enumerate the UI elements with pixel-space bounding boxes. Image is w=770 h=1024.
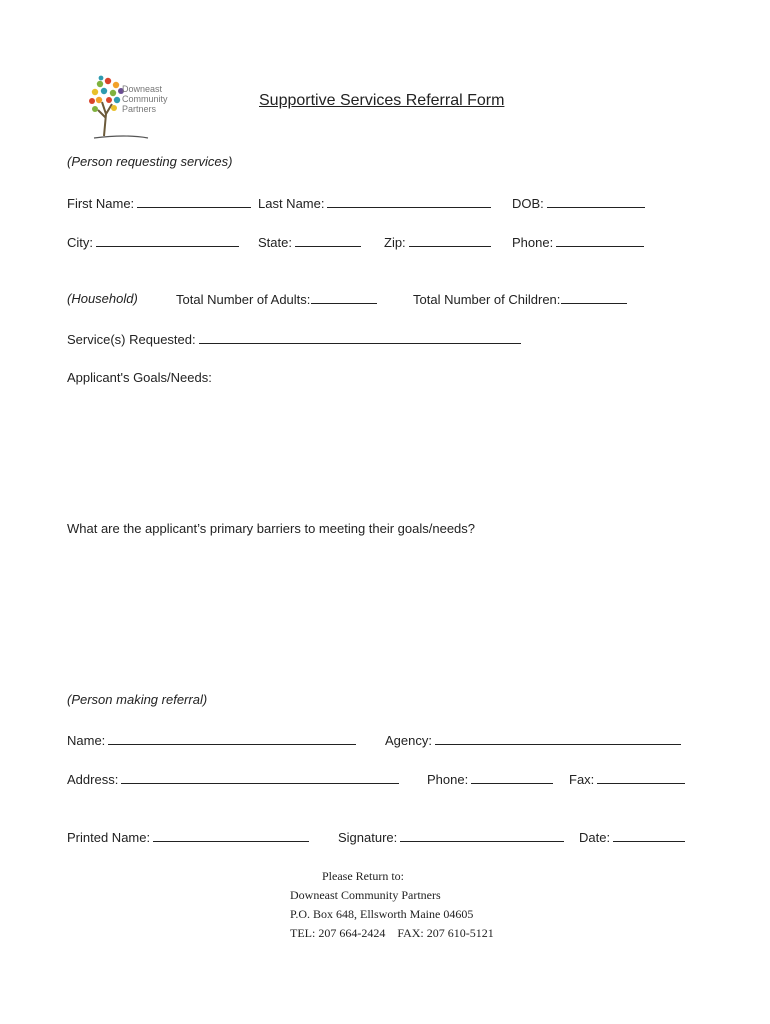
fax-field[interactable] <box>569 771 685 788</box>
barriers-answer-area[interactable] <box>67 544 687 679</box>
zip-label: Zip: <box>384 235 406 250</box>
fax-label: Fax: <box>569 772 595 787</box>
form-title: Supportive Services Referral Form <box>259 92 505 109</box>
first-name-field[interactable] <box>67 195 251 212</box>
phone-field[interactable] <box>512 234 644 251</box>
agency-label: Agency: <box>385 733 432 748</box>
date-field[interactable] <box>579 829 685 846</box>
return-address: P.O. Box 648, Ellsworth Maine 04605 <box>290 907 474 921</box>
logo-line-2: Community <box>122 94 168 104</box>
date-label: Date: <box>579 830 611 845</box>
services-requested-label: Service(s) Requested: <box>67 332 196 347</box>
referrer-name-label: Name: <box>67 733 106 748</box>
logo <box>86 74 186 144</box>
adults-field[interactable] <box>176 291 377 308</box>
return-contact: TEL: 207 664-2424 FAX: 207 610-5121 <box>290 926 494 940</box>
last-name-label: Last Name: <box>258 196 325 211</box>
children-label: Total Number of Children: <box>413 292 561 307</box>
goals-label: Applicant's Goals/Needs: <box>67 370 212 385</box>
agency-field[interactable] <box>385 732 681 749</box>
first-name-label: First Name: <box>67 196 135 211</box>
phone-label: Phone: <box>512 235 554 250</box>
state-field[interactable] <box>258 234 361 251</box>
city-label: City: <box>67 235 93 250</box>
referrer-phone-field[interactable] <box>427 771 553 788</box>
signature-label: Signature: <box>338 830 398 845</box>
referrer-phone-label: Phone: <box>427 772 469 787</box>
logo-line-1: Downeast <box>122 84 163 94</box>
zip-field[interactable] <box>384 234 491 251</box>
goals-answer-area[interactable] <box>67 392 687 507</box>
printed-name-field[interactable] <box>67 829 309 846</box>
state-label: State: <box>258 235 292 250</box>
address-field[interactable] <box>67 771 399 788</box>
return-org: Downeast Community Partners <box>290 888 441 902</box>
printed-name-label: Printed Name: <box>67 830 151 845</box>
dob-field[interactable] <box>512 195 645 212</box>
section-referrer: (Person making referral) <box>67 692 208 707</box>
adults-label: Total Number of Adults: <box>176 292 311 307</box>
referrer-name-field[interactable] <box>67 732 356 749</box>
logo-line-3: Partners <box>122 104 157 114</box>
signature-field[interactable] <box>338 829 564 846</box>
children-field[interactable] <box>413 291 627 308</box>
city-field[interactable] <box>67 234 239 251</box>
last-name-field[interactable] <box>258 195 491 212</box>
section-requester: (Person requesting services) <box>67 154 233 169</box>
address-label: Address: <box>67 772 119 787</box>
dob-label: DOB: <box>512 196 544 211</box>
barriers-question: What are the applicant’s primary barriers to meeting their goals/needs? <box>67 521 476 536</box>
household-label: (Household) <box>67 291 138 306</box>
services-requested-field[interactable] <box>67 331 521 348</box>
return-heading: Please Return to: <box>322 869 404 883</box>
